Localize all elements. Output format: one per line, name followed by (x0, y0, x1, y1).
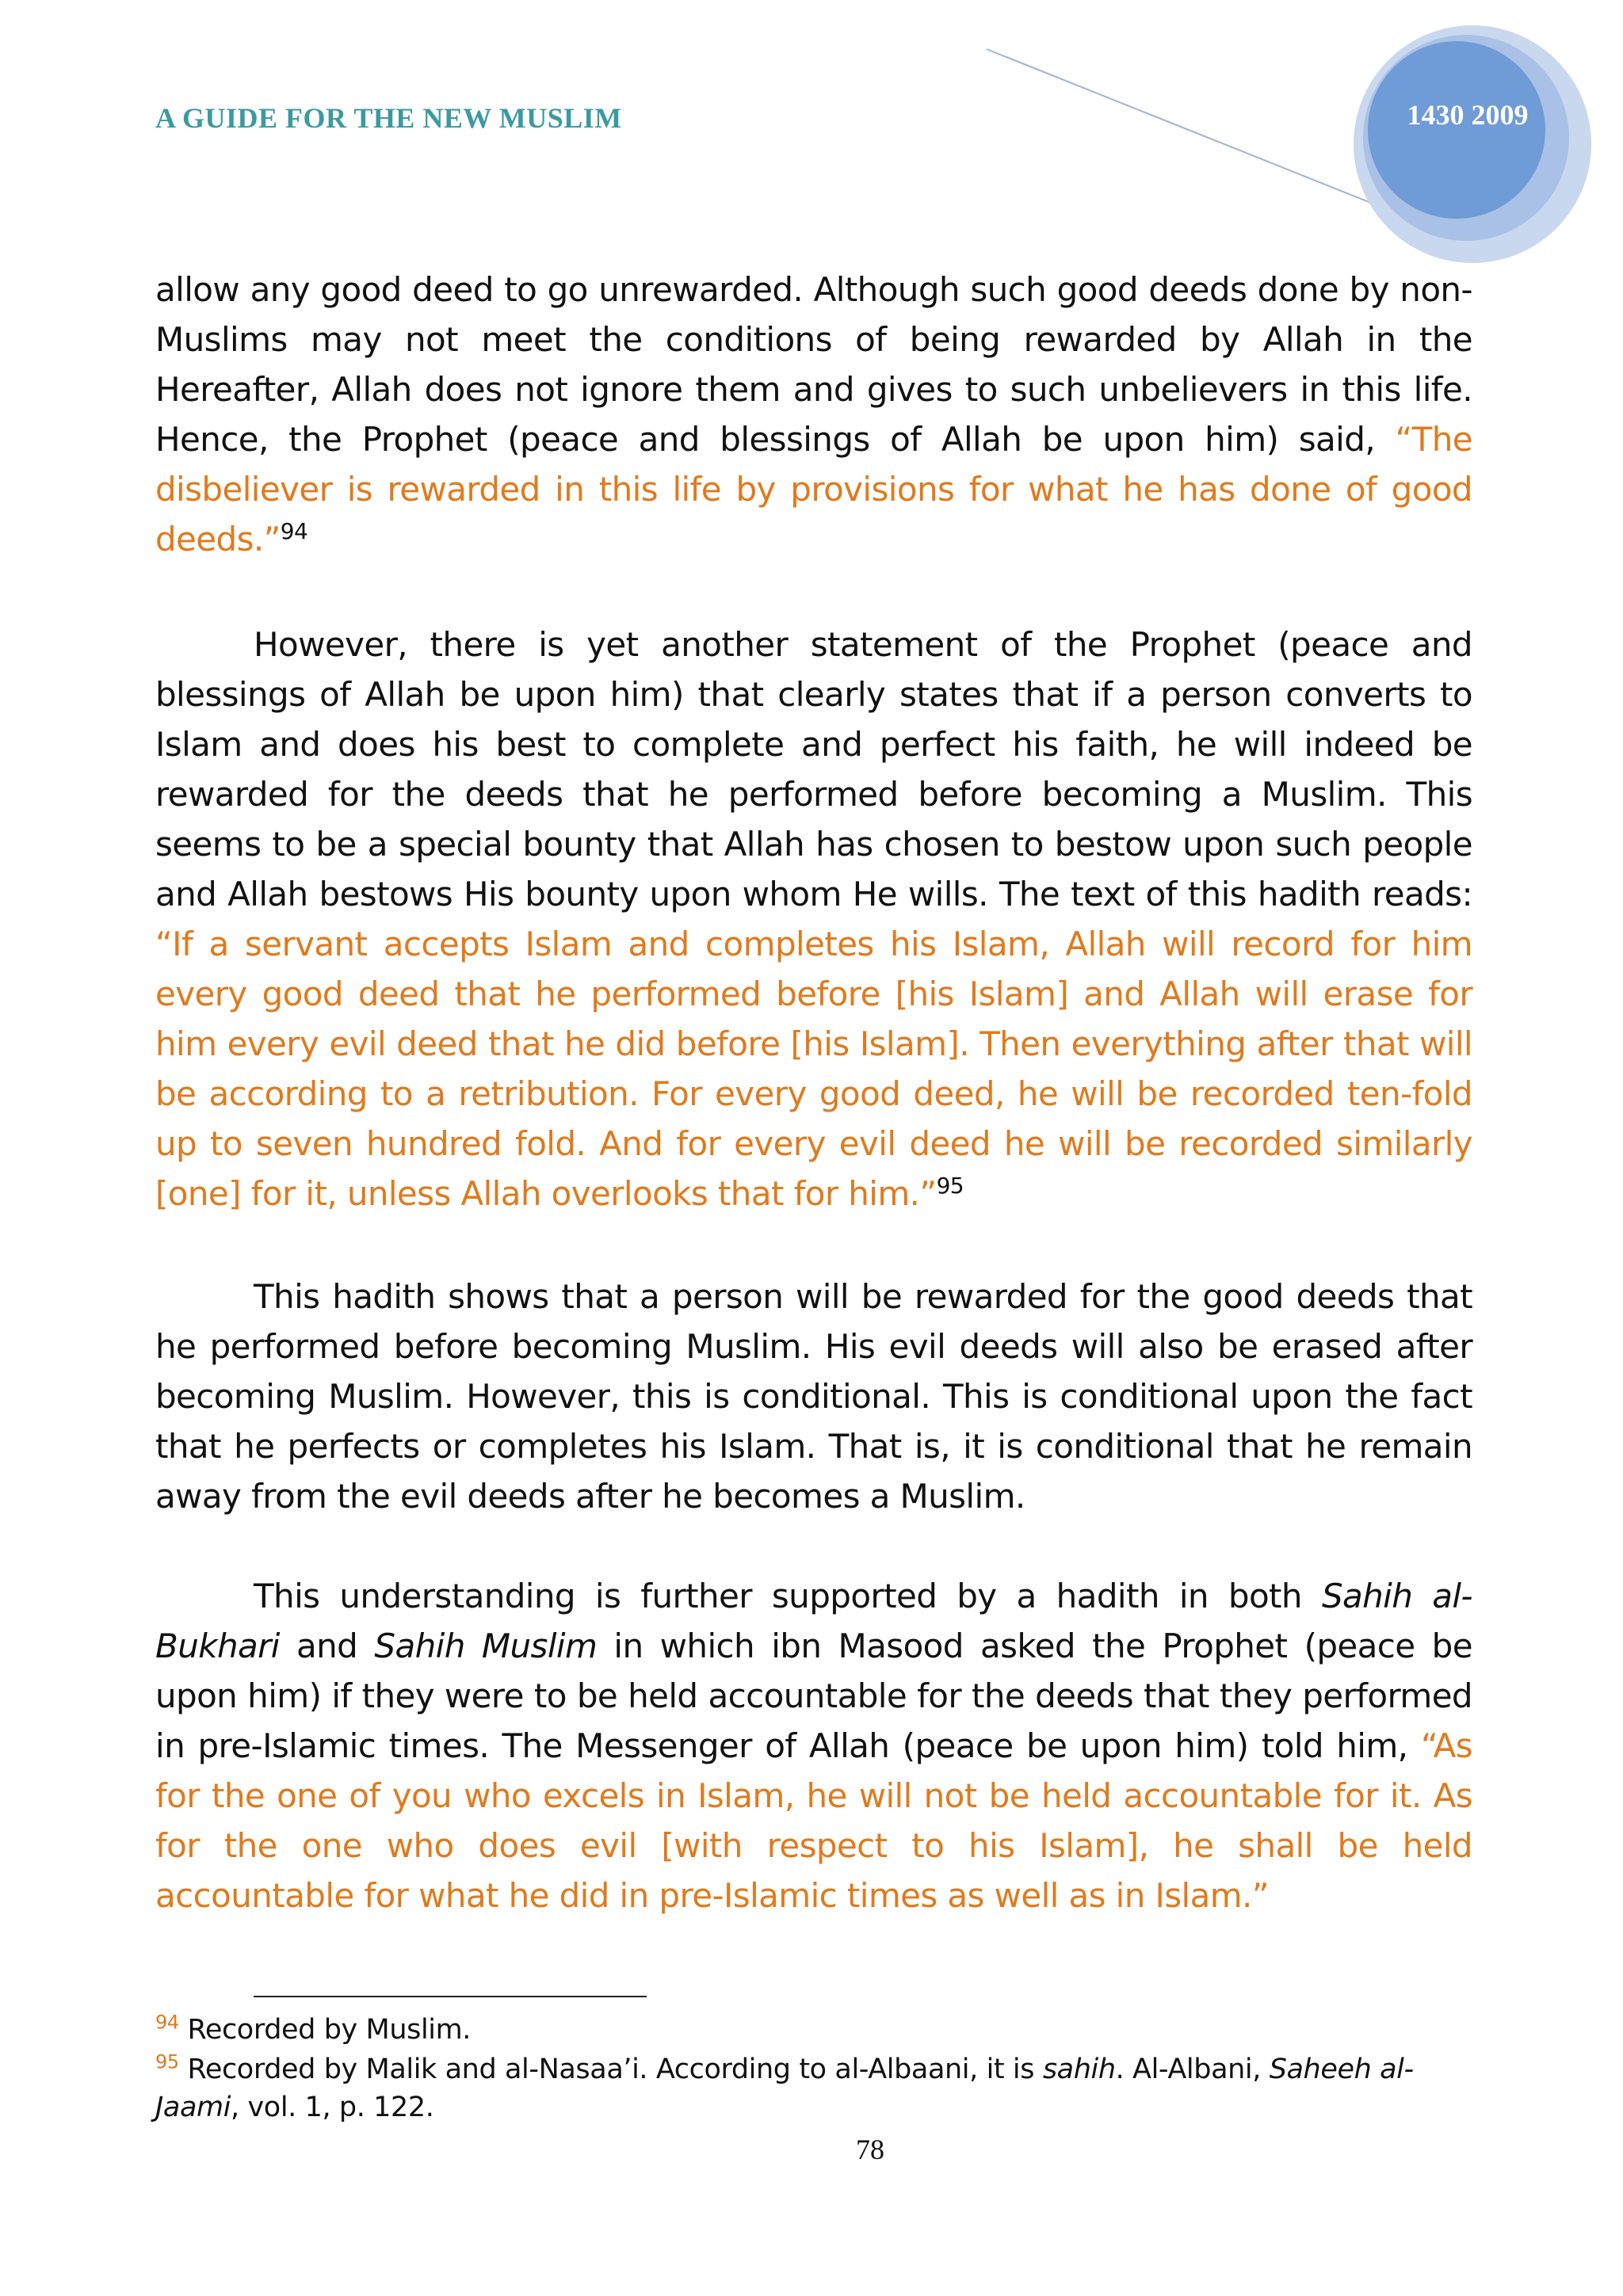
footnote-95-text-c: , vol. 1, p. 122. (231, 2092, 434, 2123)
footnote-95-source: Saheeh al-Jaami (155, 2054, 1414, 2123)
page-number: 78 (856, 2134, 884, 2165)
footnote-95-sahih: sahih (1042, 2054, 1116, 2085)
paragraph-1 (155, 265, 1472, 564)
footnote-95-text-a: Recorded by Malik and al-Nasaa’i. According to al-Albaani, it is (187, 2054, 1043, 2085)
paragraph-2-quote: “If a servant accepts Islam and completes his Islam, Allah will record for him every good deed that he performed before [his Islam] and Allah will erase for him every evil deed that he did before [his Islam]. Then everything after that will be according to a retribution. For every good deed, he will be recorded ten-fold up to seven hundred fold. And for every evil deed he will be recorded similarly [one] for it, unless Allah overlooks that for him.” (155, 925, 1472, 1213)
paragraph-2 (155, 620, 1472, 1219)
footnote-95-text-b: . Al-Albani, (1115, 2054, 1270, 2085)
paragraph-4-text-c: in which ibn Masood asked the Prophet (peace be upon him) if they were to be held accountable for the deeds that they performed in pre-Islamic times. The Messenger of Allah (peace be upon him) told him, (155, 1627, 1472, 1765)
paragraph-1-quote: “The disbeliever is rewarded in this life by provisions for what he has done of good deeds.” (155, 420, 1472, 559)
footnote-95 (155, 2050, 1472, 2126)
paragraph-4-quote: “As for the one of you who excels in Islam, he will not be held accountable for it. As for the one who does evil [with respect to his Islam], he shall be held accountable for what he did in pre-Islamic times as well as in Islam.” (155, 1726, 1472, 1915)
footnote-95-number: 95 (155, 2050, 179, 2073)
book-title-bukhari: Sahih al-Bukhari (155, 1577, 1472, 1665)
header-title: A GUIDE FOR THE NEW MUSLIM (155, 102, 622, 134)
footnote-94 (155, 2011, 1472, 2049)
paragraph-3-text: This hadith shows that a person will be rewarded for the good deeds that he performed before becoming Muslim. His evil deeds will also be erased after becoming Muslim. However, this is conditional. This is conditional upon the fact that he perfects or completes his Islam. That is, it is conditional that he remain away from the evil deeds after he becomes a Muslim. (155, 1277, 1472, 1516)
header-year: 1430 2009 (1407, 99, 1529, 131)
footnote-94-text: Recorded by Muslim. (187, 2014, 472, 2046)
paragraph-4-text-b: and (279, 1627, 375, 1665)
footnote-divider (254, 1996, 647, 1997)
paragraph-4-text-a: This understanding is further supported by a hadith in both (254, 1577, 1322, 1615)
paragraph-3 (155, 1272, 1472, 1521)
book-title-muslim: Sahih Muslim (374, 1627, 598, 1665)
footnote-ref-95[interactable]: 95 (936, 1173, 964, 1199)
paragraph-4 (155, 1571, 1472, 1920)
paragraph-1-text: allow any good deed to go unrewarded. Although such good deeds done by non-Muslims may not meet the conditions of being rewarded by Allah in the Hereafter, Allah does not ignore them and gives to such unbelievers in this life. Hence, the Prophet (peace and blessings of Allah be upon him) said, (155, 270, 1472, 459)
header-decoration (0, 0, 1623, 269)
footnote-94-number: 94 (155, 2011, 179, 2034)
paragraph-2-text: However, there is yet another statement of the Prophet (peace and blessings of Allah be upon him) that clearly states that if a person converts to Islam and does his best to complete and perfect his faith, he will indeed be rewarded for the deeds that he performed before becoming a Muslim. This seems to be a special bounty that Allah has chosen to bestow upon such people and Allah bestows His bounty upon whom He wills. The text of this hadith reads: (155, 625, 1472, 913)
footnote-ref-94[interactable]: 94 (280, 518, 308, 544)
